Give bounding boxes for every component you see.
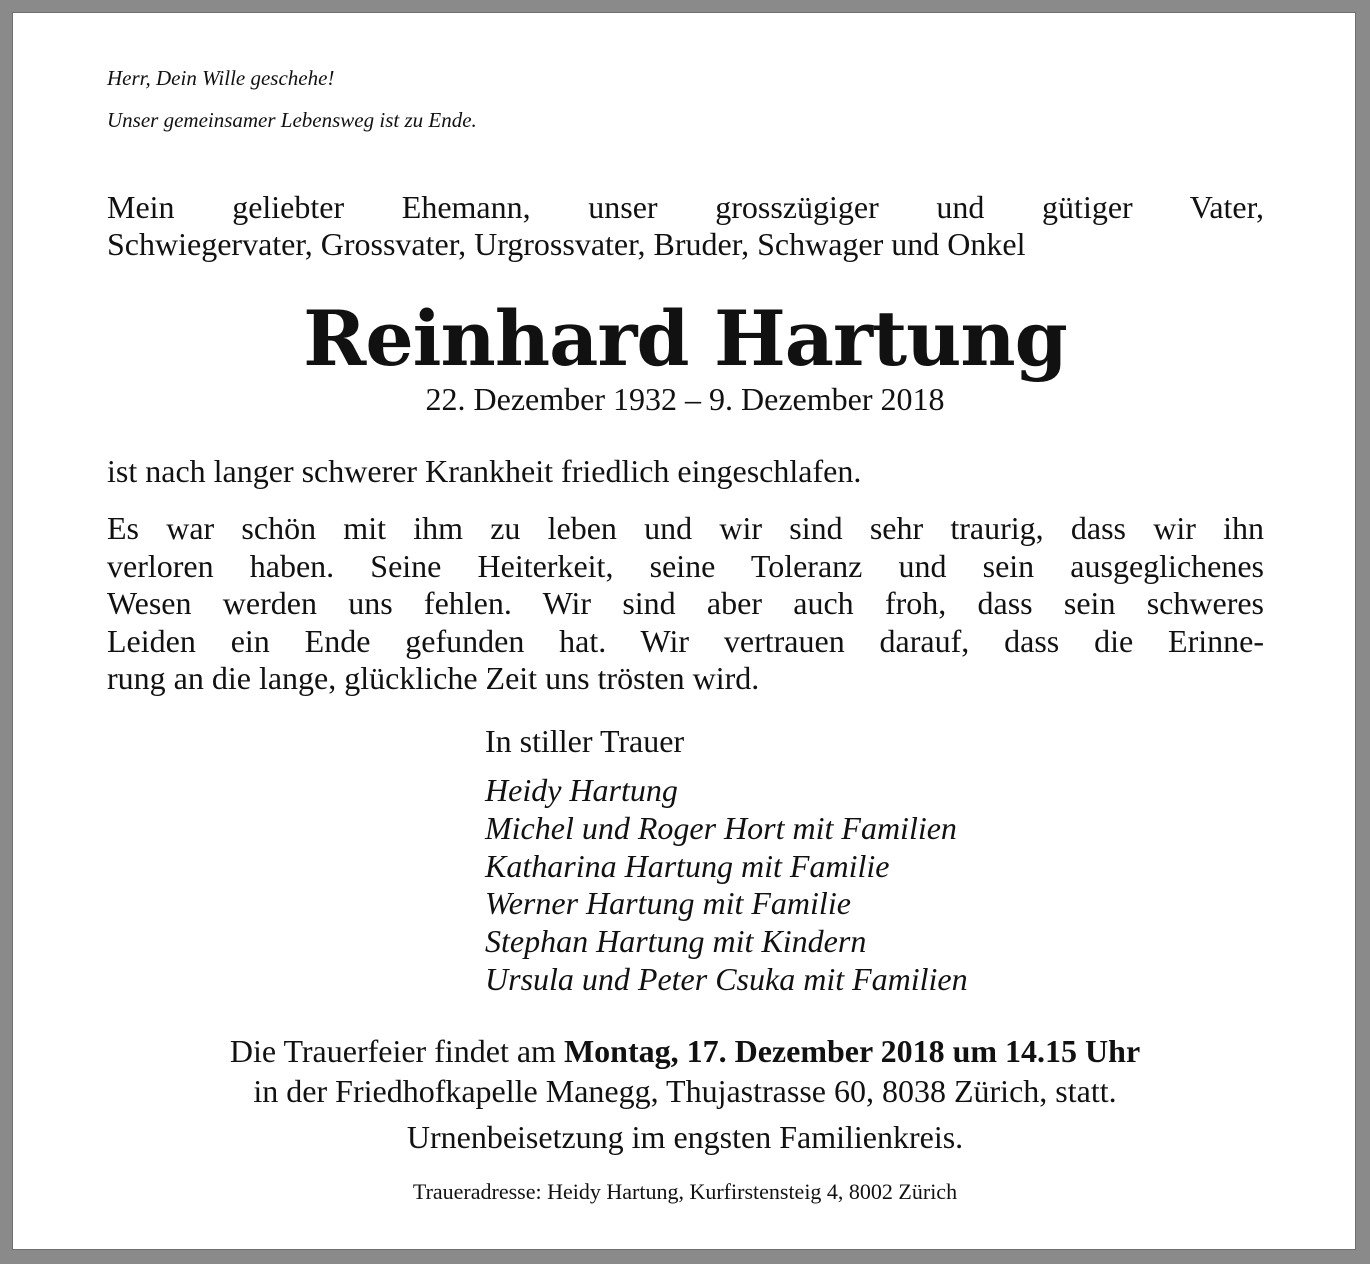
family-member: Katharina Hartung mit Familie	[485, 847, 890, 884]
intro-line-1: Mein geliebter Ehemann, unser grosszügiger und gütiger Vater,	[107, 189, 1264, 225]
family-list	[485, 772, 968, 999]
ceremony-datetime: Montag, 17. Dezember 2018 um 14.15 Uhr	[563, 1033, 1141, 1069]
intro-text	[107, 189, 1264, 263]
mourning-address: Traueradresse: Heidy Hartung, Kurfirstensteig 4, 8002 Zürich	[412, 1179, 958, 1204]
family-member: Ursula und Peter Csuka mit Familien	[485, 960, 968, 997]
motto	[107, 57, 477, 141]
intro-line-2: Schwiegervater, Grossvater, Urgrossvater, Bruder, Schwager und Onkel	[107, 226, 1026, 262]
paragraph-line: rung an die lange, glückliche Zeit uns trösten wird.	[107, 660, 760, 696]
urn-burial-note: Urnenbeisetzung im engsten Familienkreis.	[406, 1119, 964, 1155]
deceased-name: Reinhard Hartung	[303, 294, 1067, 383]
paragraph-line: Leiden ein Ende gefunden hat. Wir vertrauen darauf, dass die Erinne-	[107, 622, 1264, 659]
paragraph-line: Wesen werden uns fehlen. Wir sind aber auch froh, dass sein schweres	[107, 585, 1264, 621]
ceremony-location: in der Friedhofkapelle Manegg, Thujastrasse 60, 8038 Zürich, statt.	[253, 1073, 1117, 1109]
life-dates: 22. Dezember 1932 – 9. Dezember 2018	[425, 381, 945, 417]
motto-line-1: Herr, Dein Wille geschehe!	[107, 66, 335, 90]
mourning-heading: In stiller Trauer	[485, 723, 685, 759]
family-member: Stephan Hartung mit Kindern	[485, 923, 867, 960]
obituary-notice	[12, 12, 1356, 1250]
family-member: Michel und Roger Hort mit Familien	[485, 809, 957, 846]
ceremony-line-1	[13, 1031, 1357, 1071]
ceremony-info	[13, 1031, 1357, 1111]
motto-line-2: Unser gemeinsamer Lebensweg ist zu Ende.	[107, 108, 477, 132]
paragraph-line: Es war schön mit ihm zu leben und wir sind sehr traurig, dass wir ihn	[107, 510, 1264, 546]
family-member: Heidy Hartung	[485, 772, 678, 808]
paragraph-line: verloren haben. Seine Heiterkeit, seine Toleranz und sein ausgeglichenes	[107, 547, 1264, 584]
passing-sentence: ist nach langer schwerer Krankheit friedlich eingeschlafen.	[107, 453, 862, 489]
memorial-paragraph	[107, 510, 1264, 698]
family-member: Werner Hartung mit Familie	[485, 885, 851, 922]
ceremony-prefix: Die Trauerfeier findet am	[229, 1033, 564, 1069]
